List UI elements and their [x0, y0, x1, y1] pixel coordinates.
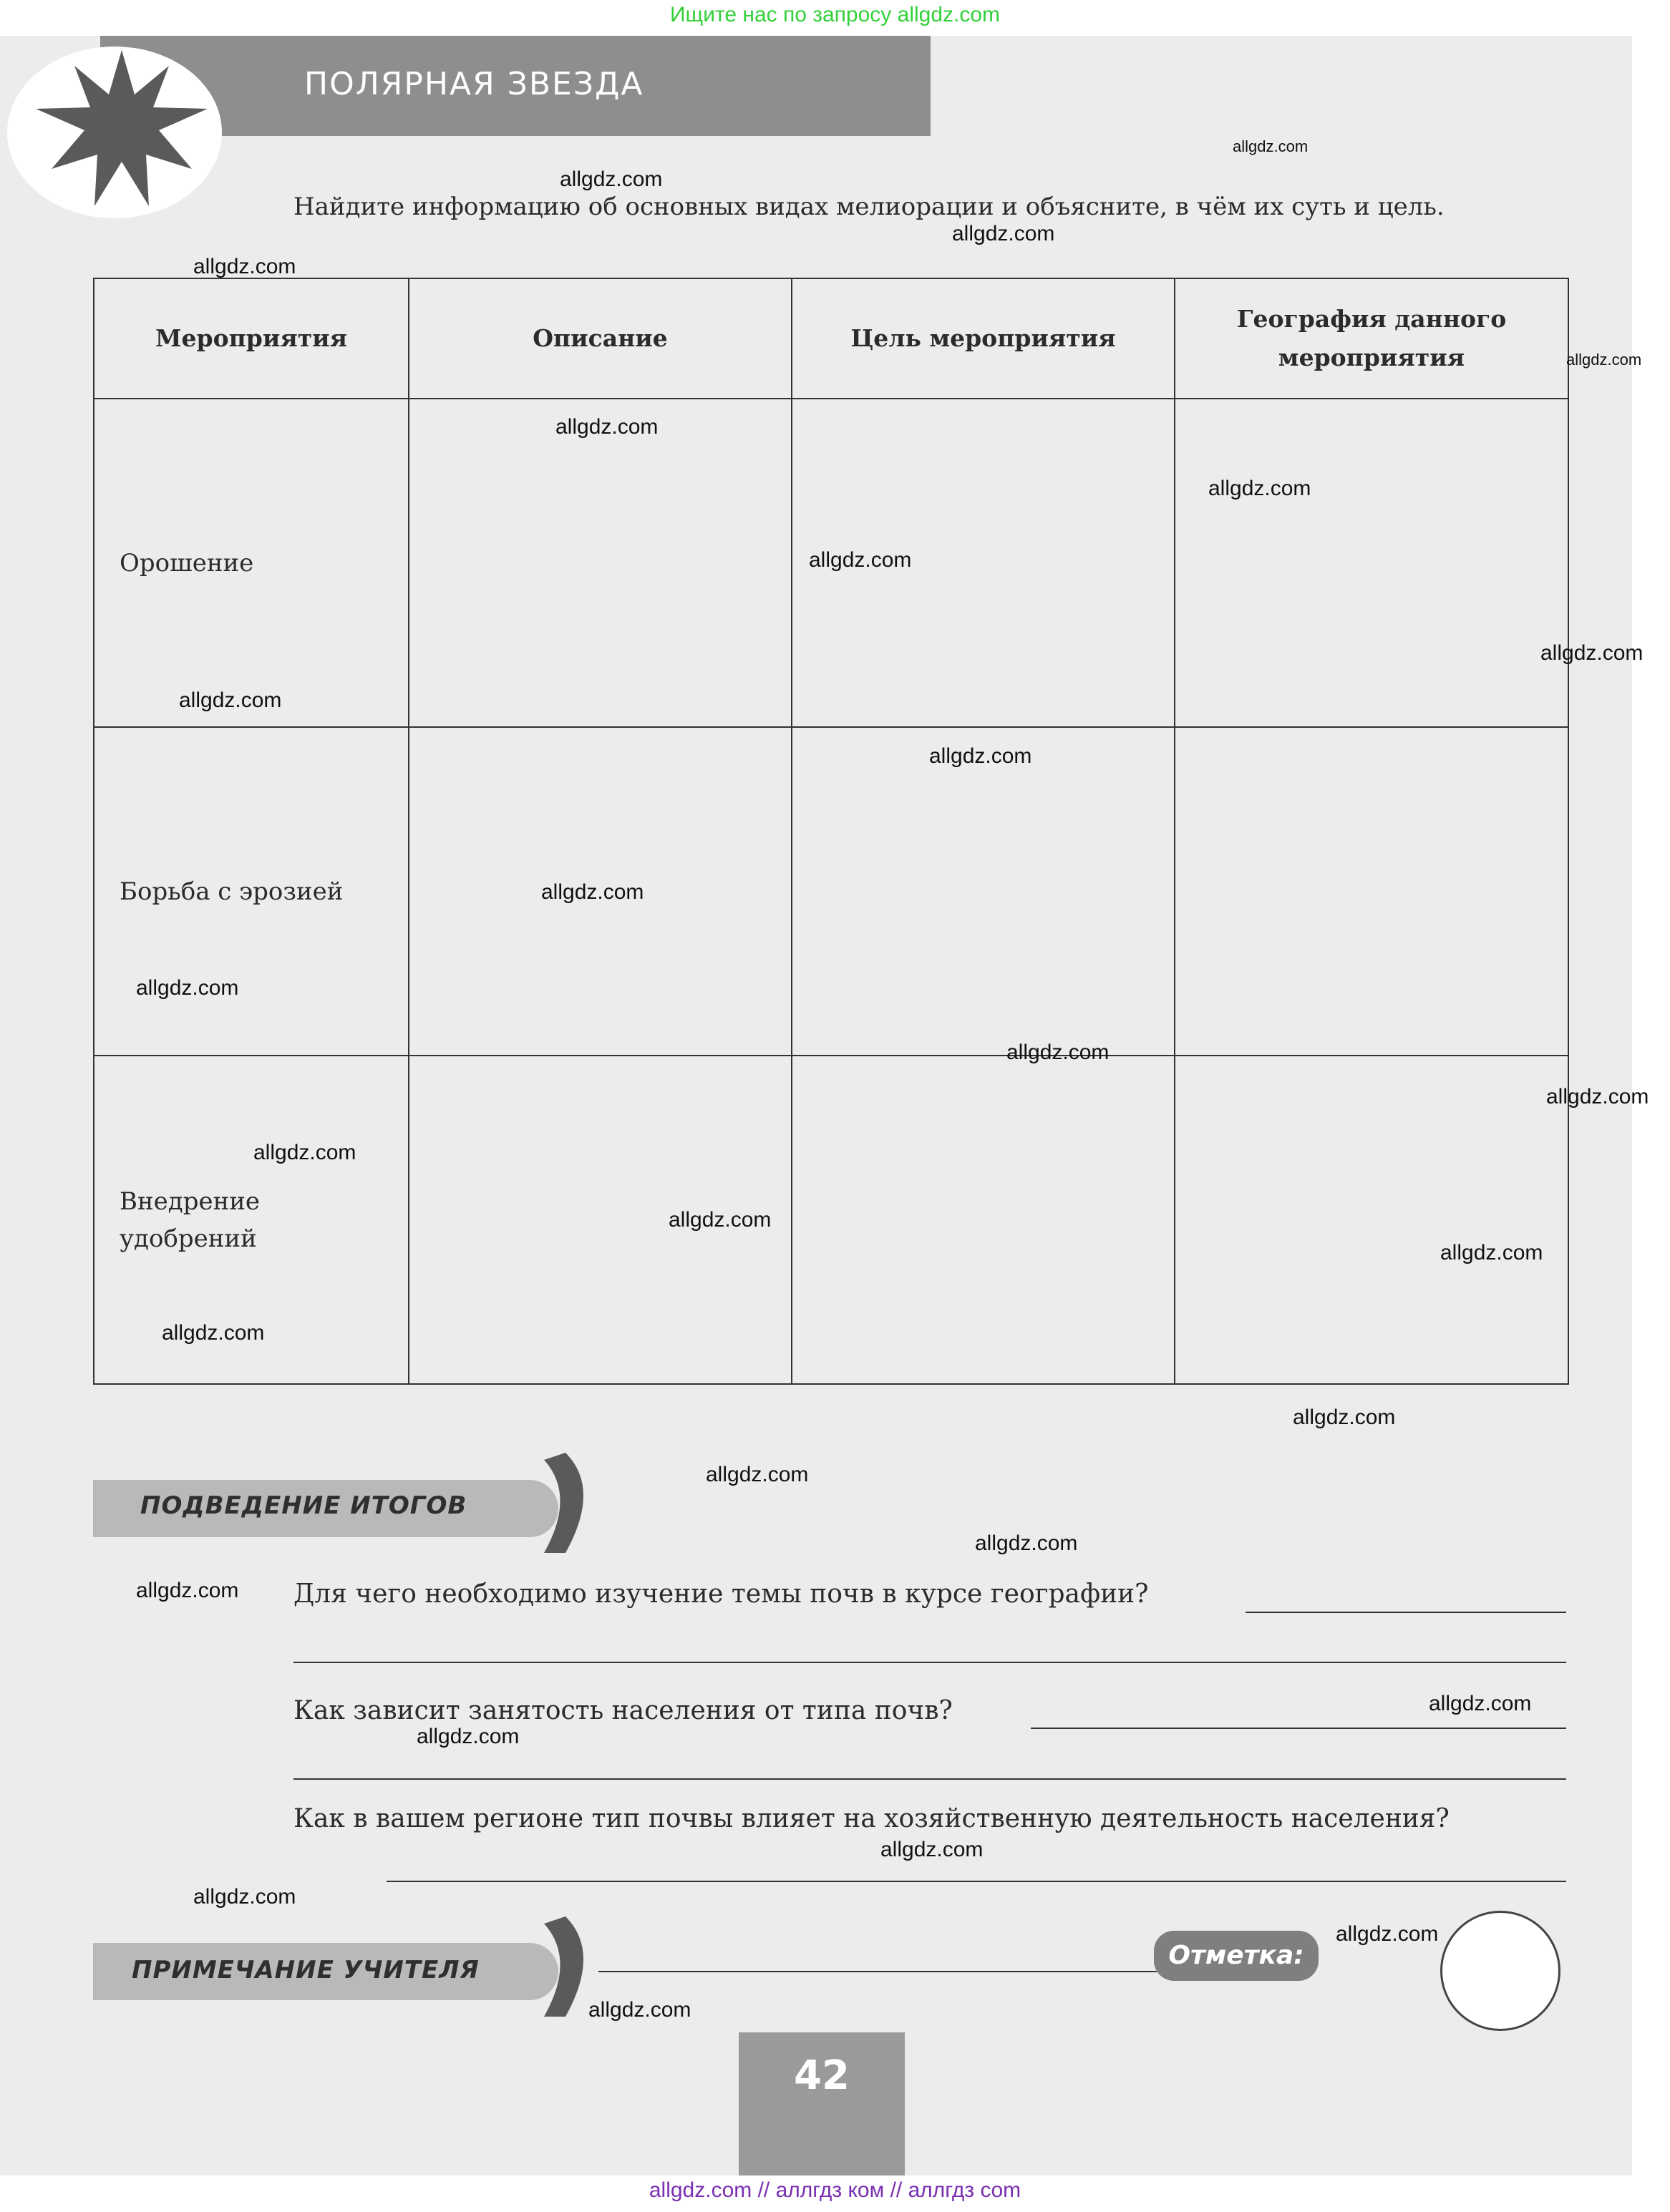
answer-cell[interactable]	[1175, 1056, 1568, 1384]
question-1: Для чего необходимо изучение темы почв в курсе географии?	[293, 1579, 1149, 1609]
header-cell-measures: Мероприятия	[94, 278, 409, 399]
top-site-link[interactable]: Ищите нас по запросу allgdz.com	[669, 3, 1001, 26]
page-number: 42	[794, 2052, 850, 2099]
table-row	[94, 727, 1568, 1056]
watermark: allgdz.com	[1293, 1405, 1396, 1429]
task-text: Найдите информацию об основных видах мелиорации и объясните, в чём их суть и цель.	[293, 193, 1445, 221]
header-cell-goal: Цель мероприятия	[792, 278, 1175, 399]
header-cell-description: Описание	[409, 278, 792, 399]
watermark: allgdz.com	[1440, 1241, 1543, 1265]
watermark: allgdz.com	[1546, 1085, 1649, 1109]
watermark: allgdz.com	[417, 1725, 520, 1748]
answer-line[interactable]	[293, 1662, 1566, 1663]
banner-title: ПОЛЯРНАЯ ЗВЕЗДА	[304, 66, 644, 102]
watermark: allgdz.com	[193, 255, 296, 278]
teacher-note-line[interactable]	[598, 1971, 1157, 1972]
header-cell-geography: География данного мероприятия	[1175, 278, 1568, 399]
watermark: allgdz.com	[1336, 1922, 1439, 1946]
watermark: allgdz.com	[179, 688, 282, 712]
row-label-erosion-control: Борьба с эрозией	[94, 727, 409, 1056]
watermark: allgdz.com	[1208, 477, 1311, 500]
answer-line[interactable]	[293, 1778, 1566, 1780]
watermark: allgdz.com	[555, 415, 659, 439]
question-3: Как в вашем регионе тип почвы влияет на хозяйственную деятельность населения?	[293, 1804, 1450, 1833]
watermark: allgdz.com	[1233, 137, 1309, 155]
watermark: allgdz.com	[136, 1579, 239, 1602]
grade-circle[interactable]	[1440, 1911, 1560, 2031]
watermark: allgdz.com	[560, 167, 663, 191]
answer-line[interactable]	[1031, 1728, 1566, 1729]
answer-cell[interactable]	[409, 399, 792, 727]
swoosh-icon	[494, 1446, 608, 1560]
question-2: Как зависит занятость населения от типа почв?	[293, 1696, 953, 1725]
watermark: allgdz.com	[706, 1463, 809, 1486]
teacher-note-heading: ПРИМЕЧАНИЕ УЧИТЕЛЯ	[132, 1956, 480, 1984]
summary-heading: ПОДВЕДЕНИЕ ИТОГОВ	[140, 1491, 467, 1520]
star-emblem	[0, 29, 258, 243]
answer-cell[interactable]	[792, 1056, 1175, 1384]
watermark: allgdz.com	[541, 880, 644, 904]
answer-line[interactable]	[1246, 1612, 1566, 1613]
watermark: allgdz.com	[809, 548, 912, 572]
watermark: allgdz.com	[929, 744, 1032, 768]
melioration-table	[93, 278, 1569, 1385]
watermark: allgdz.com	[975, 1531, 1078, 1555]
answer-line[interactable]	[387, 1881, 1566, 1882]
watermark: allgdz.com	[136, 976, 239, 1000]
answer-cell[interactable]	[1175, 399, 1568, 727]
watermark: allgdz.com	[1429, 1692, 1532, 1715]
watermark: allgdz.com	[1566, 351, 1642, 369]
watermark: allgdz.com	[1540, 641, 1644, 665]
watermark: allgdz.com	[588, 1998, 691, 2022]
table-row	[94, 1056, 1568, 1384]
table-header-row	[94, 278, 1568, 399]
row-label-irrigation: Орошение	[94, 399, 409, 727]
watermark: allgdz.com	[880, 1838, 984, 1861]
answer-cell[interactable]	[1175, 727, 1568, 1056]
grade-label: Отметка:	[1154, 1931, 1319, 1981]
row-label-fertilizers: Внедрение удобрений	[94, 1056, 409, 1384]
watermark: allgdz.com	[193, 1885, 296, 1909]
watermark: allgdz.com	[1006, 1041, 1110, 1064]
watermark: allgdz.com	[162, 1321, 265, 1345]
watermark: allgdz.com	[669, 1208, 772, 1232]
answer-cell[interactable]	[792, 727, 1175, 1056]
watermark: allgdz.com	[952, 222, 1055, 245]
bottom-site-links[interactable]: allgdz.com // аллгдз ком // аллгдз com	[649, 2178, 1021, 2202]
watermark: allgdz.com	[253, 1141, 356, 1164]
